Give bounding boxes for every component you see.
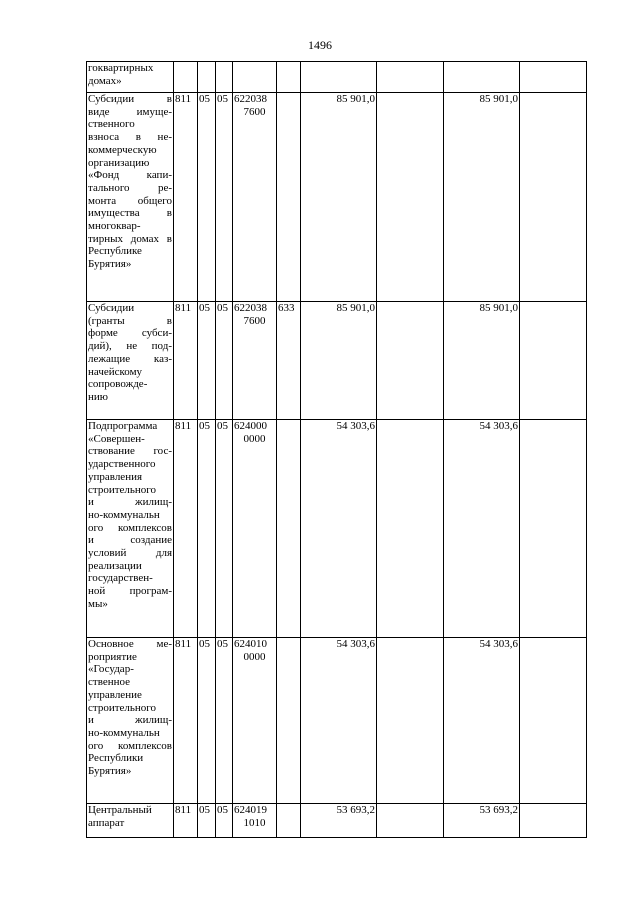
- amount-cell: [301, 62, 377, 93]
- row-name-line: роприятие: [88, 650, 137, 663]
- row-name-line: и жилищ-: [88, 496, 172, 509]
- amount-cell: [520, 804, 587, 838]
- row-name-line: тального ре-: [88, 181, 172, 194]
- row-name-cell: [87, 302, 174, 420]
- section-code-cell: [198, 62, 216, 93]
- subsection-code-cell: [216, 62, 233, 93]
- row-name-line: ной програм-: [88, 585, 172, 598]
- row-name-line: монта общего: [88, 194, 172, 207]
- row-name-line: строительного: [88, 483, 157, 496]
- expense-type-cell: [277, 638, 301, 804]
- row-name-line: но-коммунальн: [88, 726, 160, 739]
- row-name-cell: [87, 420, 174, 638]
- row-name-line: ого комплексов: [88, 521, 172, 534]
- target-article-cell: [233, 804, 277, 838]
- amount-cell: 85 901,0: [444, 93, 520, 302]
- section-code-cell: 05: [198, 638, 216, 804]
- target-article-cell: [233, 638, 277, 804]
- budget-table: [86, 61, 587, 838]
- row-name-line: нию: [88, 390, 108, 403]
- amount-cell: 53 693,2: [444, 804, 520, 838]
- table-row: [87, 93, 587, 302]
- row-name-line: Центральный: [88, 804, 152, 816]
- row-name-line: Бурятия»: [88, 258, 132, 271]
- amount-cell: [520, 638, 587, 804]
- target-article-line: 7600: [243, 314, 266, 327]
- ministry-code-cell: 811: [174, 804, 198, 838]
- amount-cell: [520, 93, 587, 302]
- subsection-code-cell: 05: [216, 420, 233, 638]
- row-name-line: Бурятия»: [88, 765, 132, 778]
- row-name-line: многоквар-: [88, 220, 141, 233]
- amount-cell: [520, 420, 587, 638]
- row-name-line: организацию: [88, 156, 150, 169]
- expense-type-cell: 633: [277, 302, 301, 420]
- target-article-line: 624019: [234, 804, 267, 816]
- ministry-code-cell: 811: [174, 420, 198, 638]
- row-name-line: (гранты в: [88, 314, 172, 327]
- row-name-line: сопровожде-: [88, 378, 148, 391]
- row-name-line: реализации: [88, 559, 142, 572]
- row-name-line: государствен-: [88, 572, 153, 585]
- row-name-cell: [87, 804, 174, 838]
- row-name-line: коммерческую: [88, 143, 157, 156]
- section-code-cell: 05: [198, 302, 216, 420]
- amount-cell: [377, 638, 444, 804]
- target-article-cell: [233, 420, 277, 638]
- row-name-line: и создание: [88, 534, 172, 547]
- row-name-line: Подпрограмма: [88, 420, 158, 432]
- amount-cell: 85 901,0: [301, 93, 377, 302]
- row-name-line: но-коммунальн: [88, 508, 160, 521]
- section-code-cell: 05: [198, 420, 216, 638]
- row-name-line: «Государ-: [88, 663, 134, 676]
- row-name-line: ственного: [88, 118, 135, 131]
- target-article-line: 624010: [234, 638, 267, 650]
- amount-cell: 54 303,6: [444, 638, 520, 804]
- row-name-line: Республике: [88, 245, 142, 258]
- amount-cell: [520, 62, 587, 93]
- amount-cell: [377, 804, 444, 838]
- target-article-line: 1010: [243, 816, 266, 829]
- row-name-line: аппарат: [88, 816, 125, 829]
- amount-cell: 54 303,6: [301, 638, 377, 804]
- row-name-line: лежащие каз-: [88, 352, 172, 365]
- row-name-line: ого комплексов: [88, 739, 172, 752]
- target-article-cell: [233, 93, 277, 302]
- row-name-line: «Фонд капи-: [88, 169, 172, 182]
- subsection-code-cell: 05: [216, 638, 233, 804]
- row-name-line: взноса в не-: [88, 131, 172, 144]
- expense-type-cell: [277, 804, 301, 838]
- target-article-line: 7600: [243, 105, 266, 118]
- table-row: [87, 638, 587, 804]
- row-name-line: ударственного: [88, 458, 156, 471]
- row-name-line: имущества в: [88, 207, 172, 220]
- ministry-code-cell: 811: [174, 302, 198, 420]
- table-row: [87, 420, 587, 638]
- section-code-cell: 05: [198, 93, 216, 302]
- row-name-line: виде имуще-: [88, 105, 172, 118]
- expense-type-cell: [277, 62, 301, 93]
- amount-cell: 53 693,2: [301, 804, 377, 838]
- amount-cell: [520, 302, 587, 420]
- target-article-line: 0000: [243, 650, 266, 663]
- amount-cell: [377, 302, 444, 420]
- row-name-line: «Совершен-: [88, 432, 145, 445]
- target-article-line: 0000: [243, 432, 266, 445]
- amount-cell: 85 901,0: [301, 302, 377, 420]
- amount-cell: 85 901,0: [444, 302, 520, 420]
- target-article-line: 622038: [234, 93, 267, 105]
- ministry-code-cell: 811: [174, 638, 198, 804]
- row-name-line: Основное ме-: [88, 638, 172, 650]
- row-name-line: ственное: [88, 676, 130, 689]
- row-name-line: Субсидии: [88, 302, 135, 314]
- row-name-line: Республики: [88, 752, 144, 765]
- target-article-cell: [233, 302, 277, 420]
- amount-cell: [444, 62, 520, 93]
- amount-cell: 54 303,6: [444, 420, 520, 638]
- ministry-code-cell: 811: [174, 93, 198, 302]
- row-name-cell: [87, 638, 174, 804]
- subsection-code-cell: 05: [216, 804, 233, 838]
- row-name-line: управления: [88, 470, 143, 483]
- row-name-line: гоквартирных: [88, 62, 154, 74]
- row-name-cell: [87, 93, 174, 302]
- row-name-line: домах»: [88, 74, 122, 87]
- row-name-line: начейскому: [88, 365, 143, 378]
- target-article-line: 622038: [234, 302, 267, 314]
- row-name-line: тирных домах в: [88, 232, 172, 245]
- table-row: [87, 62, 587, 93]
- target-article-cell: [233, 62, 277, 93]
- table-row: [87, 804, 587, 838]
- target-article-line: 624000: [234, 420, 267, 432]
- row-name-cell: [87, 62, 174, 93]
- row-name-line: форме субси-: [88, 327, 172, 340]
- expense-type-cell: [277, 420, 301, 638]
- row-name-line: ствование гос-: [88, 445, 172, 458]
- amount-cell: [377, 93, 444, 302]
- section-code-cell: 05: [198, 804, 216, 838]
- table-row: [87, 302, 587, 420]
- row-name-line: условий для: [88, 547, 172, 560]
- row-name-line: мы»: [88, 597, 108, 610]
- ministry-code-cell: [174, 62, 198, 93]
- row-name-line: Субсидии в: [88, 93, 172, 105]
- subsection-code-cell: 05: [216, 302, 233, 420]
- expense-type-cell: [277, 93, 301, 302]
- amount-cell: 54 303,6: [301, 420, 377, 638]
- amount-cell: [377, 62, 444, 93]
- row-name-line: строительного: [88, 701, 157, 714]
- subsection-code-cell: 05: [216, 93, 233, 302]
- page-number: 1496: [308, 38, 332, 52]
- row-name-line: дий), не под-: [88, 340, 172, 353]
- row-name-line: и жилищ-: [88, 714, 172, 727]
- amount-cell: [377, 420, 444, 638]
- row-name-line: управление: [88, 688, 142, 701]
